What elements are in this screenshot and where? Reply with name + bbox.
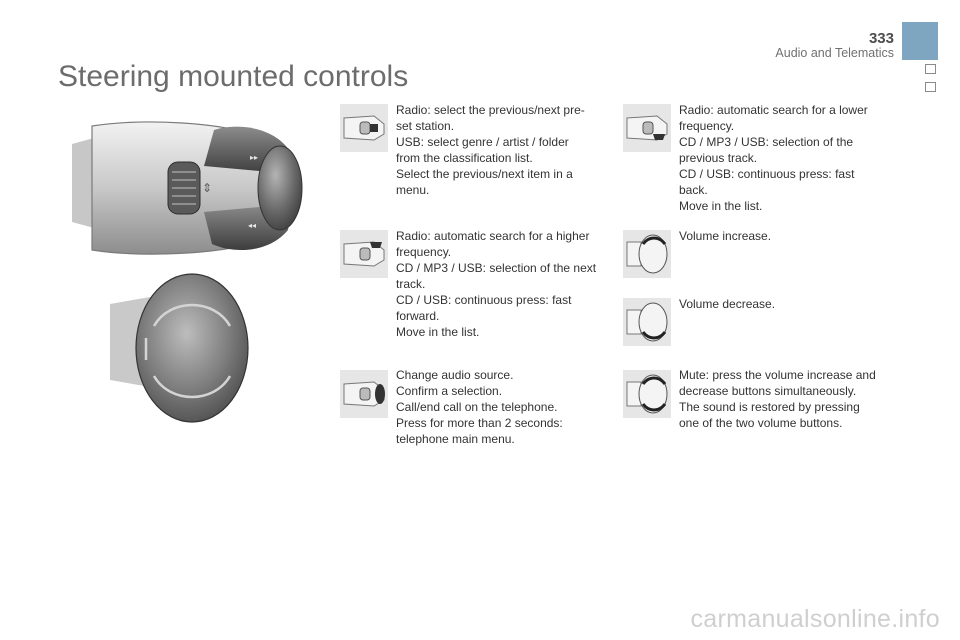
control-description: Radio: automatic search for a higher frequency. CD / MP3 / USB: selection of the next track. CD / USB: continuous press: fast forward. Move in the list. bbox=[396, 229, 597, 339]
steering-volume-illustration bbox=[100, 268, 260, 428]
mute-icon bbox=[623, 370, 671, 418]
chapter-tab-marker bbox=[902, 22, 938, 60]
svg-text:⇕: ⇕ bbox=[202, 181, 213, 195]
section-title: Audio and Telematics bbox=[775, 46, 894, 60]
steering-control-prev-next-preset-icon bbox=[340, 104, 388, 152]
steering-control-search-higher-icon bbox=[340, 230, 388, 278]
control-description: Mute: press the volume increase and decrease buttons simultaneously. The sound is restored by pressing one of the two volume buttons. bbox=[679, 368, 876, 430]
control-description: Change audio source. Confirm a selection. Call/end call on the telephone. Press for more than 2 seconds: telephone main menu. bbox=[396, 368, 563, 446]
watermark: carmanualsonline.info bbox=[690, 605, 940, 633]
control-description: Volume increase. bbox=[679, 229, 772, 243]
chapter-tab-box bbox=[925, 82, 936, 92]
volume-decrease-icon bbox=[623, 298, 671, 346]
page-number: 333 bbox=[868, 30, 894, 47]
control-description: Radio: select the previous/next pre- set station. USB: select genre / artist / folder from the classification list. Select the previous/next item in a menu. bbox=[396, 103, 585, 197]
svg-text:▸▸: ▸▸ bbox=[250, 153, 259, 162]
page-title: Steering mounted controls bbox=[58, 60, 409, 93]
svg-text:◂◂: ◂◂ bbox=[248, 221, 257, 230]
steering-control-search-lower-icon bbox=[623, 104, 671, 152]
steering-stalk-illustration bbox=[64, 108, 314, 268]
control-description: Volume decrease. bbox=[679, 297, 776, 311]
control-description: Radio: automatic search for a lower frequency. CD / MP3 / USB: selection of the previous track. CD / USB: continuous press: fast back. Move in the list. bbox=[679, 103, 868, 213]
chapter-tab-box bbox=[925, 64, 936, 74]
volume-increase-icon bbox=[623, 230, 671, 278]
change-audio-source-icon bbox=[340, 370, 388, 418]
